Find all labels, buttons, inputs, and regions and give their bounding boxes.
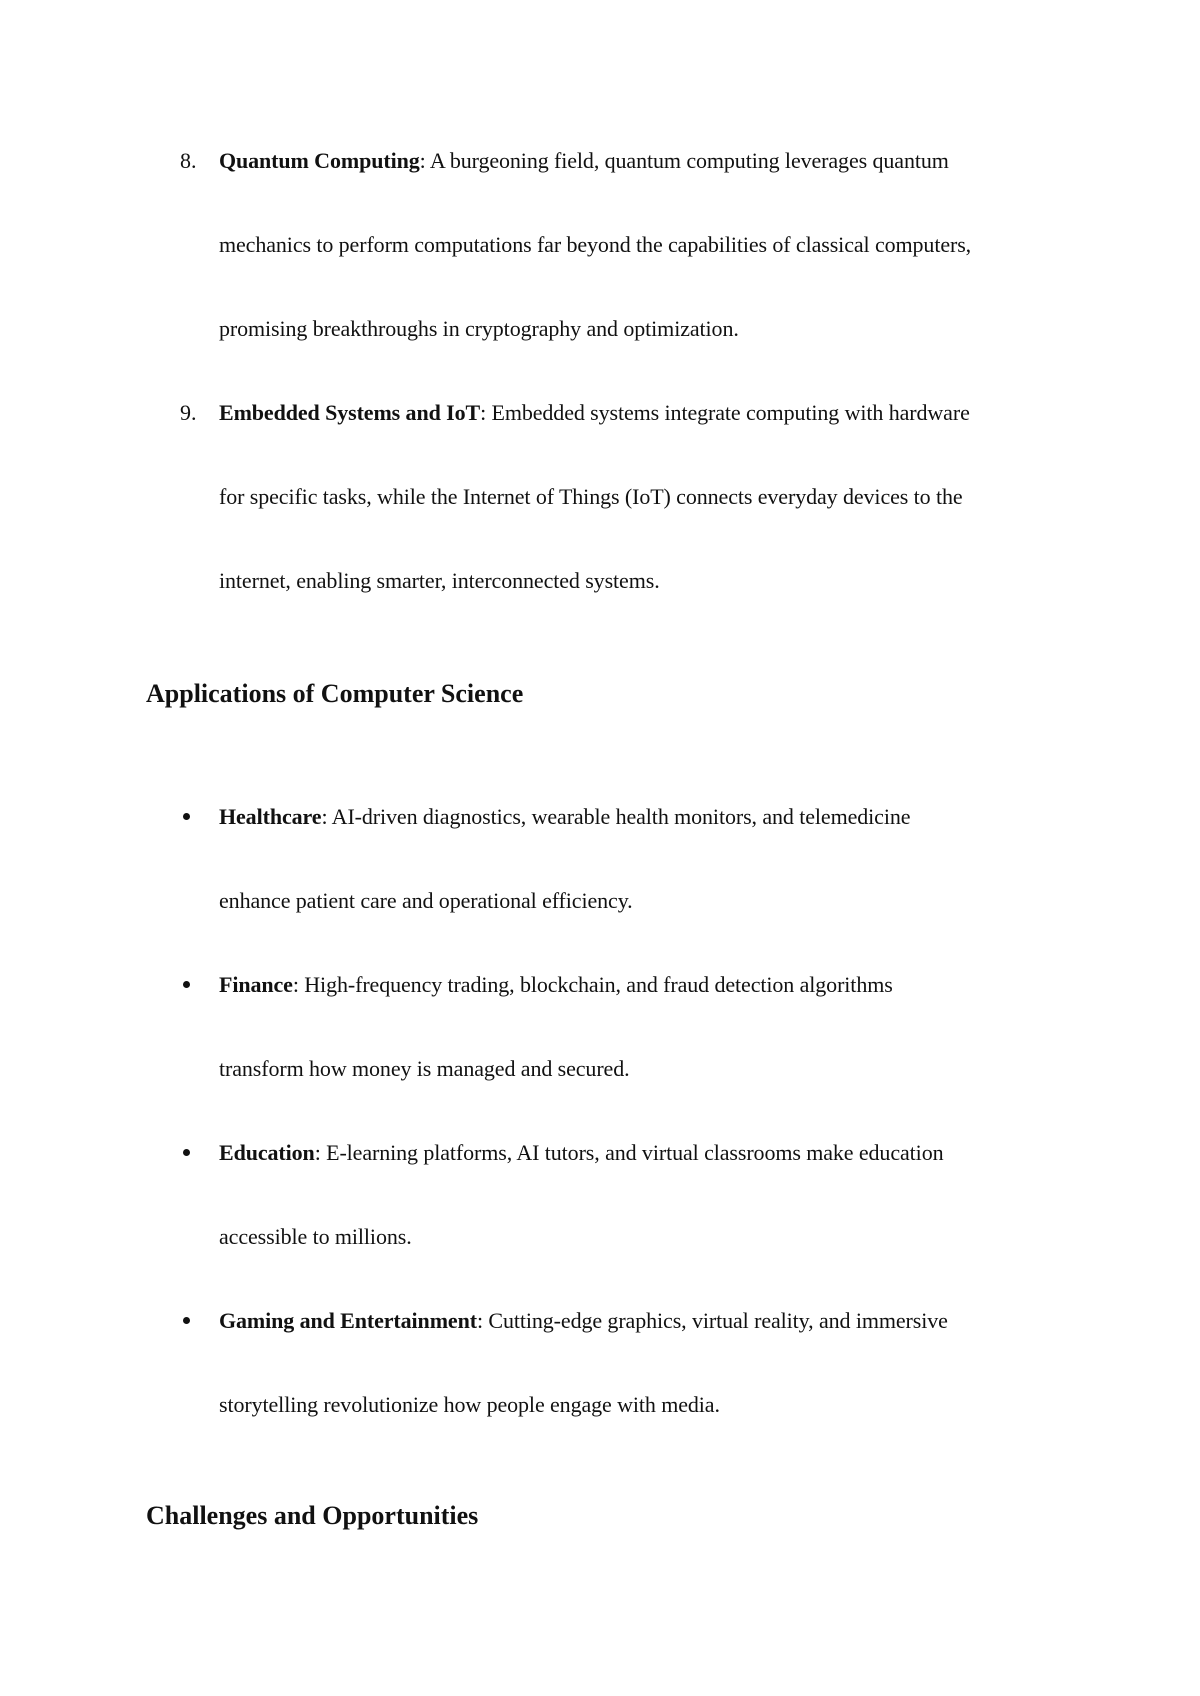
list-item-text: : Embedded systems integrate computing with hardware xyxy=(480,400,970,425)
bullet-icon xyxy=(183,981,190,988)
list-item-line: accessible to millions. xyxy=(219,1224,412,1249)
section-heading: Applications of Computer Science xyxy=(146,679,524,708)
list-item-term: Quantum Computing xyxy=(219,148,420,173)
section-heading: Challenges and Opportunities xyxy=(146,1501,479,1530)
list-item-text: : High-frequency trading, blockchain, and fraud detection algorithms xyxy=(292,972,893,997)
list-number: 9. xyxy=(180,400,197,425)
list-item-term: Healthcare xyxy=(219,804,322,829)
list-item-line: enhance patient care and operational efficiency. xyxy=(219,888,633,913)
list-item-text: : Cutting-edge graphics, virtual reality, and immersive xyxy=(476,1308,948,1333)
bullet-icon xyxy=(183,1149,190,1156)
list-number: 8. xyxy=(180,148,197,173)
list-item-line: mechanics to perform computations far beyond the capabilities of classical computers, xyxy=(219,232,972,257)
list-item-text: : AI-driven diagnostics, wearable health monitors, and telemedicine xyxy=(321,804,911,829)
list-item-line xyxy=(219,399,970,427)
list-item-line xyxy=(219,971,893,999)
list-item-line xyxy=(219,803,910,831)
list-item-term: Education xyxy=(219,1140,315,1165)
list-item-line xyxy=(219,1139,944,1167)
list-item-line: storytelling revolutionize how people engage with media. xyxy=(219,1392,720,1417)
list-item-text: : E-learning platforms, AI tutors, and virtual classrooms make education xyxy=(314,1140,944,1165)
list-item-line: for specific tasks, while the Internet of Things (IoT) connects everyday devices to the xyxy=(219,484,963,509)
bullet-icon xyxy=(183,813,190,820)
list-item-line: internet, enabling smarter, interconnected systems. xyxy=(219,568,660,593)
bullet-icon xyxy=(183,1317,190,1324)
list-item-line: transform how money is managed and secured. xyxy=(219,1056,630,1081)
list-item-term: Finance xyxy=(219,972,293,997)
list-item-line xyxy=(219,1307,948,1335)
list-item-line: promising breakthroughs in cryptography and optimization. xyxy=(219,316,739,341)
list-item-text: : A burgeoning field, quantum computing leverages quantum xyxy=(419,148,949,173)
list-item-term: Gaming and Entertainment xyxy=(219,1308,477,1333)
list-item-line xyxy=(219,147,949,175)
list-item-term: Embedded Systems and IoT xyxy=(219,400,481,425)
